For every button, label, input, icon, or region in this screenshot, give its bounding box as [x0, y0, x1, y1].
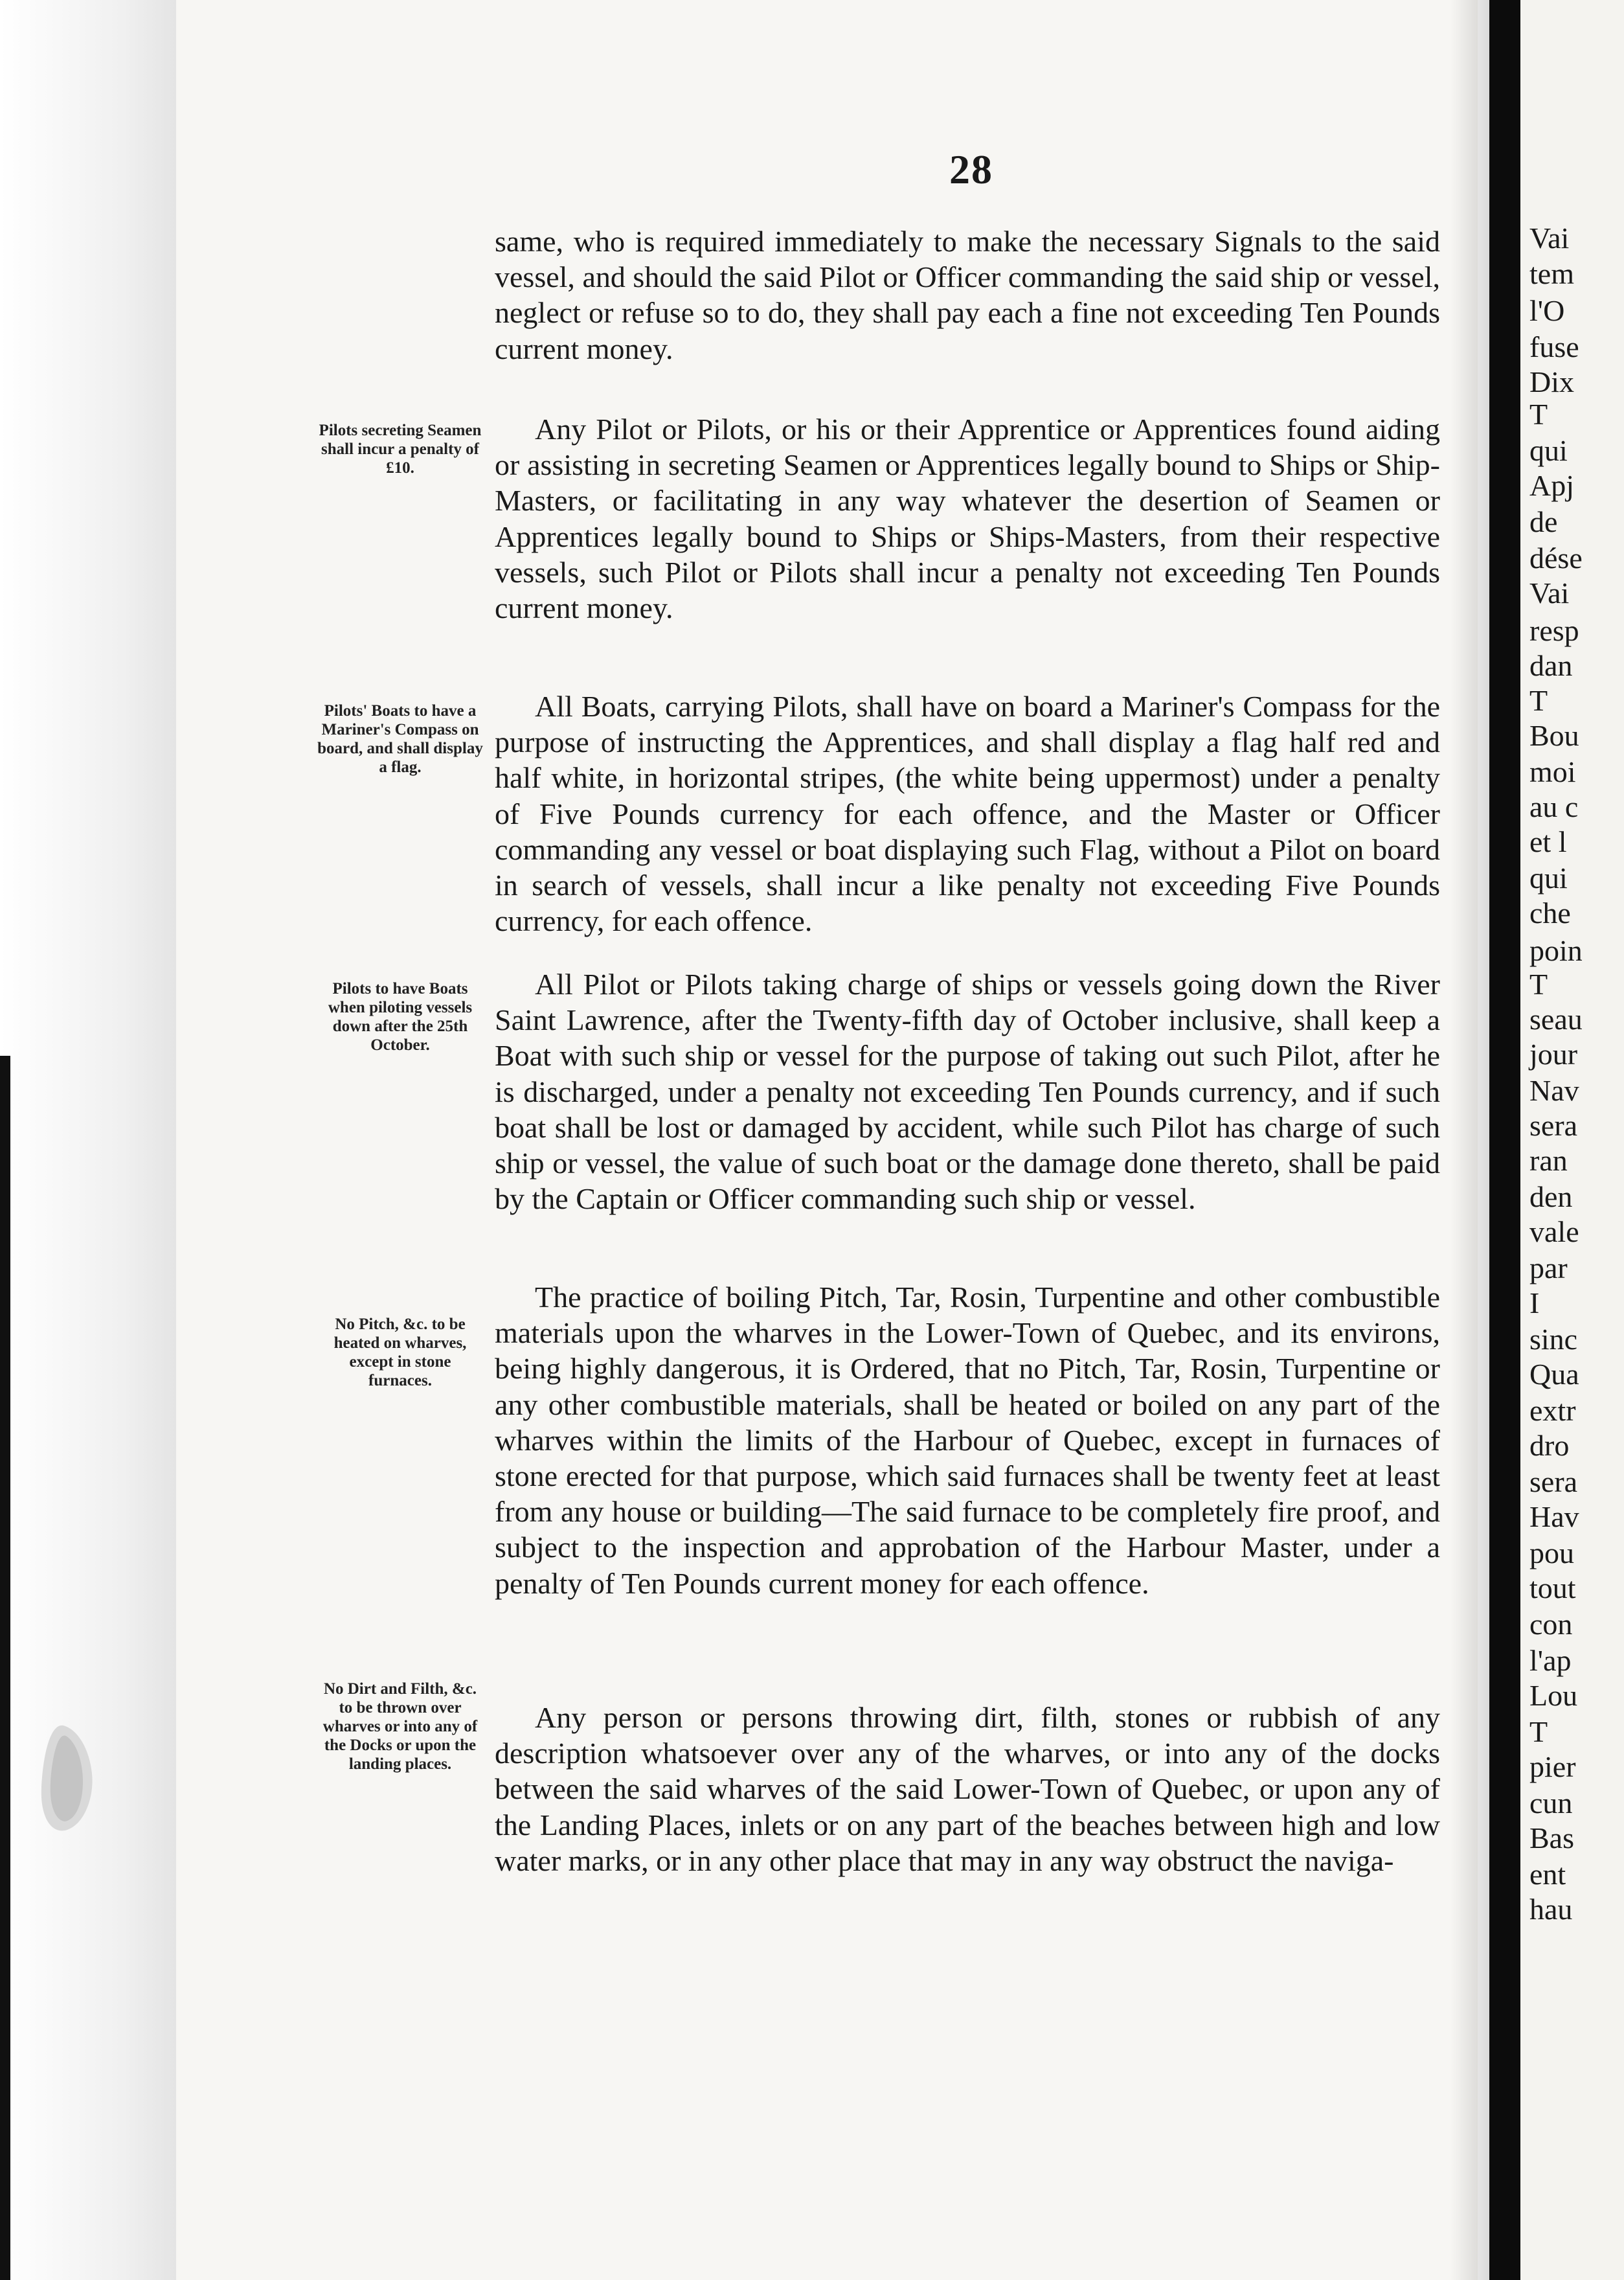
- facing-page-text-fragment: au c: [1529, 790, 1579, 823]
- facing-page-text-fragment: Nav: [1529, 1074, 1579, 1107]
- facing-page-text-fragment: cun: [1529, 1786, 1573, 1819]
- margin-note: No Dirt and Filth, &c. to be thrown over wharves or into any of the Docks or upon the landing places.: [322, 1680, 478, 1773]
- facing-page-text-fragment: che: [1529, 896, 1571, 929]
- left-page-edge: [0, 0, 176, 2280]
- facing-page-text-fragment: seau: [1529, 1003, 1583, 1036]
- paragraph: same, who is required immediately to make the necessary Signals to the said vessel, and should the said Pilot or Officer commanding the said ship or vessel, neglect or refuse so to do, they shall pay each a fine not exceeding Ten Pounds current money.: [495, 225, 1440, 365]
- facing-page-text-fragment: par: [1529, 1251, 1568, 1284]
- book-spine: [1489, 0, 1520, 2280]
- margin-note: Pilots secreting Seamen shall incur a penalty of £10.: [319, 422, 482, 477]
- facing-page-text-fragment: ent: [1529, 1858, 1566, 1891]
- facing-page-fragment: [1520, 0, 1624, 2280]
- facing-page-text-fragment: den: [1529, 1180, 1573, 1213]
- facing-page-text-fragment: Dix: [1529, 365, 1574, 398]
- facing-page-text-fragment: Vai: [1529, 222, 1570, 255]
- paper-stain: [38, 1723, 95, 1833]
- facing-page-text-fragment: dan: [1529, 649, 1573, 682]
- facing-page-text-fragment: sinc: [1529, 1323, 1578, 1356]
- paragraph: All Boats, carrying Pilots, shall have on board a Mariner's Compass for the purpose of instructing the Apprentices, and shall display a flag half red and half white, in horizontal stripes, (the white being uppermost) under a penalty of Five Pounds currency for each offence, and the Master or Officer commanding any vessel or boat displaying such Flag, without a Pilot on board in search of vessels, shall incur a like penalty not exceeding Five Pounds currency, for each offence.: [495, 690, 1440, 938]
- facing-page-text-fragment: T: [1529, 398, 1548, 431]
- facing-page-text-fragment: tout: [1529, 1571, 1576, 1604]
- facing-page-text-fragment: ran: [1529, 1144, 1568, 1177]
- facing-page-text-fragment: Hav: [1529, 1500, 1579, 1533]
- facing-page-text-fragment: l'ap: [1529, 1644, 1572, 1677]
- facing-page-text-fragment: T: [1529, 1715, 1548, 1748]
- facing-page-text-fragment: con: [1529, 1608, 1573, 1641]
- margin-note: Pilots' Boats to have a Mariner's Compass on board, and shall display a flag.: [317, 702, 483, 776]
- facing-page-text-fragment: Bou: [1529, 719, 1579, 752]
- facing-page-text-fragment: fuse: [1529, 330, 1579, 363]
- facing-page-text-fragment: moi: [1529, 755, 1576, 788]
- facing-page-text-fragment: qui: [1529, 861, 1568, 895]
- facing-page-text-fragment: I: [1529, 1286, 1540, 1319]
- facing-page-text-fragment: T: [1529, 684, 1548, 717]
- facing-page-text-fragment: Apj: [1529, 469, 1574, 502]
- facing-page-text-fragment: T: [1529, 968, 1548, 1001]
- facing-page-text-fragment: qui: [1529, 434, 1568, 467]
- facing-page-text-fragment: dro: [1529, 1429, 1570, 1462]
- facing-page-text-fragment: resp: [1529, 614, 1579, 647]
- facing-page-text-fragment: l'O: [1529, 294, 1565, 327]
- facing-page-text-fragment: Bas: [1529, 1821, 1574, 1854]
- page-number: 28: [949, 146, 993, 192]
- facing-page-text-fragment: Qua: [1529, 1358, 1579, 1391]
- facing-page-text-fragment: sera: [1529, 1109, 1578, 1142]
- paragraph: All Pilot or Pilots taking charge of ships or vessels going down the River Saint Lawrence, after the Twenty-fifth day of October inclusive, shall keep a Boat with such ship or vessel for the purpose of taking out such Pilot, after he is discharged, under a penalty not exceeding Ten Pounds currency, and if such boat shall be lost or damaged by accident, while such Pilot has charge of such ship or vessel, the value of such boat or the damage done thereto, shall be paid by the Captain or Officer commanding such ship or vessel.: [495, 968, 1440, 1216]
- facing-page-text-fragment: et l: [1529, 825, 1567, 858]
- paragraph: Any Pilot or Pilots, or his or their Apprentice or Apprentices found aiding or assisting in secreting Seamen or Apprentices legally bound to Ships or Ship-Masters, or facilitating in any way whatever the desertion of Seamen or Apprentices legally bound to Ships or Ships-Masters, from their respective vessels, such Pilot or Pilots shall incur a penalty not exceeding Ten Pounds current money.: [495, 413, 1440, 625]
- facing-page-text-fragment: pier: [1529, 1750, 1576, 1783]
- facing-page-text-fragment: dése: [1529, 542, 1583, 575]
- facing-page-text-fragment: hau: [1529, 1893, 1573, 1926]
- facing-page-text-fragment: Vai: [1529, 576, 1570, 610]
- facing-page-text-fragment: poin: [1529, 934, 1583, 967]
- margin-note: No Pitch, &c. to be heated on wharves, except in stone furnaces.: [333, 1316, 467, 1389]
- margin-note: Pilots to have Boats when piloting vessels down after the 25th October.: [328, 980, 473, 1054]
- facing-page-text-fragment: tem: [1529, 257, 1574, 290]
- facing-page-text-fragment: Lou: [1529, 1679, 1578, 1712]
- scan-border: [0, 1056, 10, 2280]
- facing-page-text-fragment: pou: [1529, 1536, 1574, 1569]
- facing-page-text-fragment: jour: [1529, 1038, 1578, 1071]
- paragraph: The practice of boiling Pitch, Tar, Rosin, Turpentine and other combustible materials upon the wharves in the Lower-Town of Quebec, and its environs, being highly dangerous, it is Ordered, that no Pitch, Tar, Rosin, Turpentine or any other combustible materials, shall be heated or boiled on any part of the wharves within the limits of the Harbour of Quebec, except in furnaces of stone erected for that purpose, which said furnaces shall be twenty feet at least from any house or building—The said furnace to be completely fire proof, and subject to the inspection and approbation of the Harbour Master, under a penalty of Ten Pounds current money for each offence.: [495, 1281, 1440, 1600]
- paragraph: Any person or persons throwing dirt, filth, stones or rubbish of any description whatsoever over any of the wharves, or into any of the docks between the said wharves of the said Lower-Town of Quebec, or upon any of the Landing Places, inlets or on any part of the beaches between high and low water marks, or in any other place that may in any way obstruct the naviga-: [495, 1701, 1440, 1877]
- facing-page-text-fragment: vale: [1529, 1215, 1579, 1248]
- facing-page-text-fragment: extr: [1529, 1394, 1576, 1427]
- facing-page-text-fragment: sera: [1529, 1465, 1578, 1498]
- gutter-shadow: [1450, 0, 1489, 2280]
- facing-page-text-fragment: de: [1529, 505, 1558, 538]
